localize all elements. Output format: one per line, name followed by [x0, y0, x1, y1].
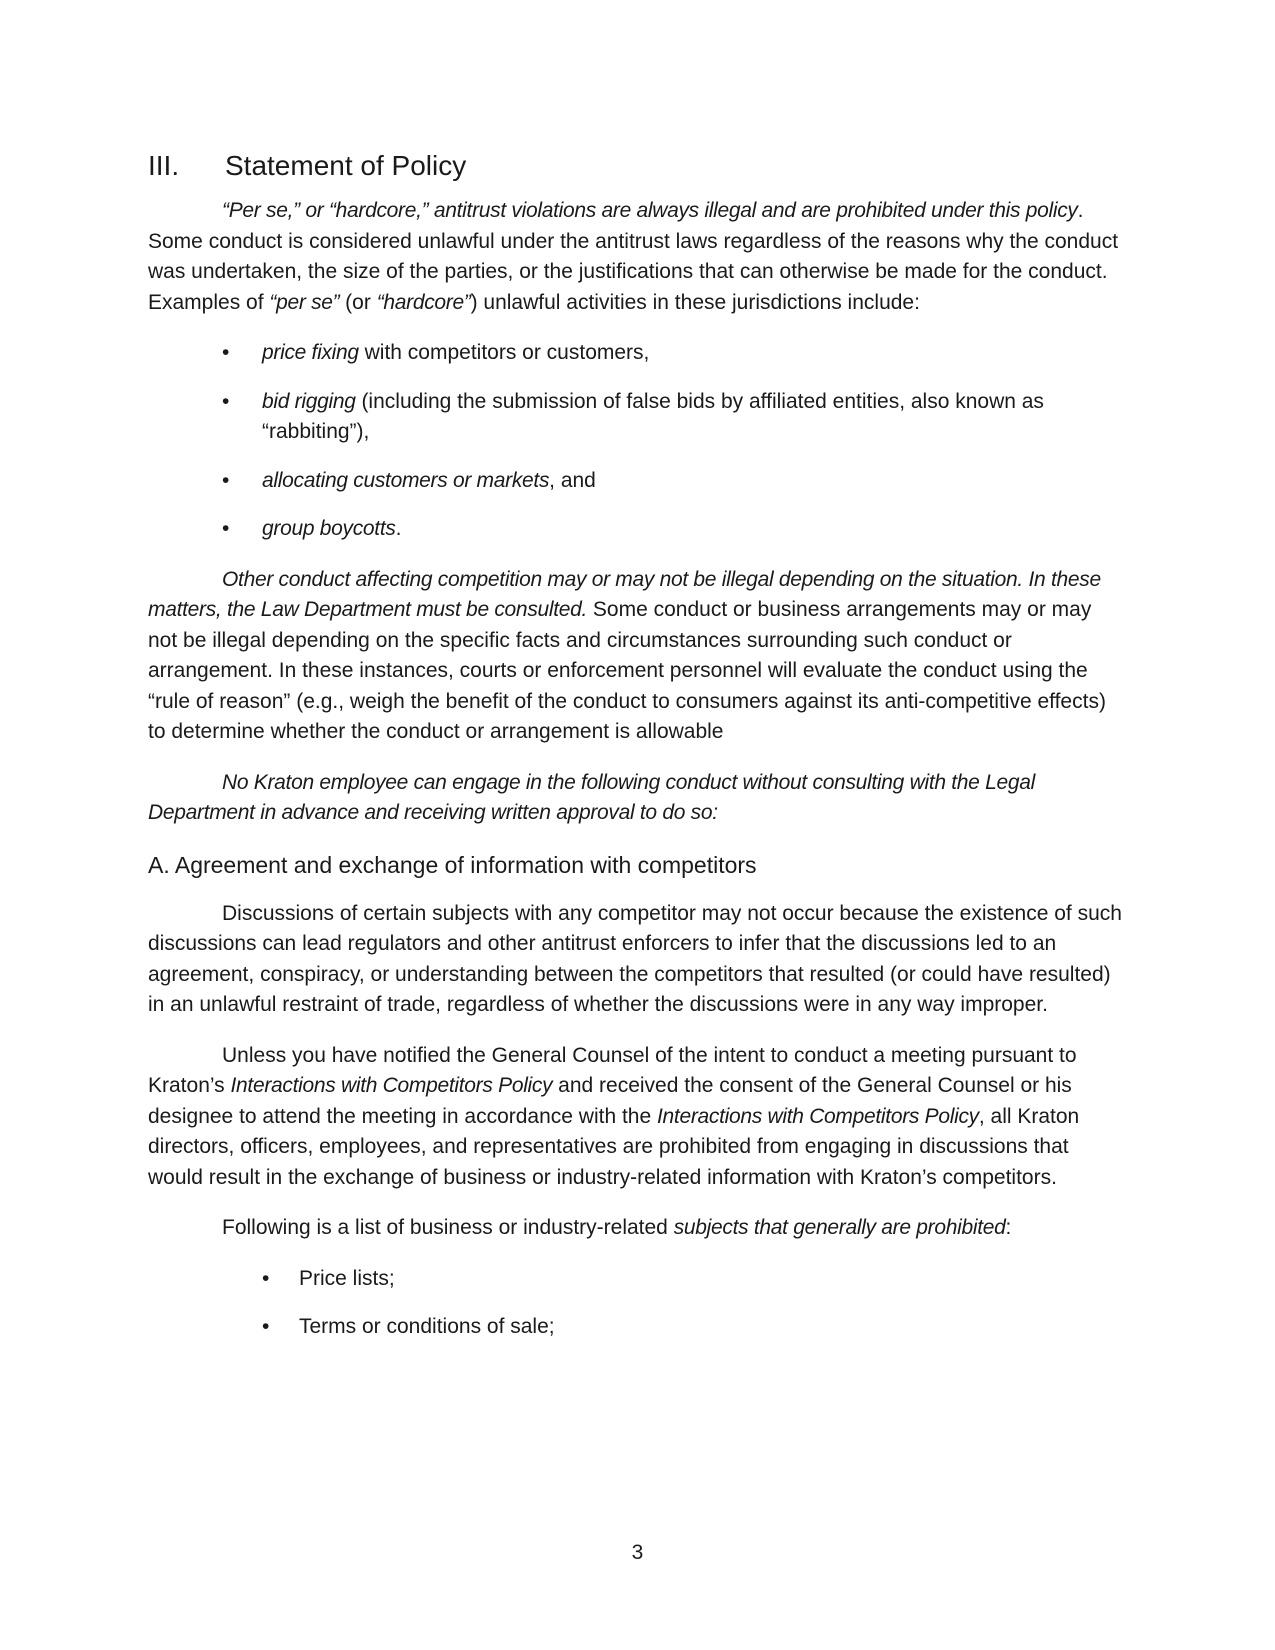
bullet-icon: • [262, 1315, 270, 1338]
per-se-lead: “Per se,” or “hardcore,” antitrust violations are always illegal and are prohibited under this policy [222, 199, 1078, 222]
page-number: 3 [631, 1541, 644, 1564]
bullet-icon: • [222, 341, 230, 364]
paragraph-prohibited-subjects: Following is a list of business or industry-related subjects that generally are prohibited: [222, 1216, 1012, 1239]
list-item: • Price lists; [148, 1264, 1123, 1295]
prohibited-subjects-list [148, 1264, 1123, 1343]
per-se-list [148, 338, 1123, 545]
list-item: • bid rigging (including the submission of false bids by affiliated entities, also known as “rabbiting”), [148, 387, 1123, 448]
list-item: • Terms or conditions of sale; [148, 1312, 1123, 1343]
list-item: • allocating customers or markets, and [148, 466, 1123, 497]
paragraph-approval: No Kraton employee can engage in the following conduct without consulting with the Legal Department in advance and receiving written approval to do so: [148, 770, 1035, 824]
section-title: Statement of Policy [225, 150, 467, 181]
bullet-icon: • [262, 1266, 270, 1290]
section-heading [148, 148, 1123, 184]
paragraph-rule-of-reason: Other conduct affecting competition may or may not be illegal depending on the situation. In these matters, the Law Department must be consulted. Some conduct or business arrangements may or may not be illegal depending on the specific facts and circumstances surrounding such conduct or arrangement. In these instances, courts or enforcement personnel will evaluate the conduct using the “rule of reason” (e.g., weigh the benefit of the conduct to consumers against its anti-competitive effects) to determine whether the conduct or arrangement is allowable [148, 567, 1106, 743]
subsection-heading: A. Agreement and exchange of information with competitors [148, 851, 757, 878]
bullet-icon: • [222, 468, 230, 492]
list-item: • price fixing with competitors or customers, [148, 338, 1123, 369]
section-number: III. [148, 150, 180, 181]
paragraph-discussions: Discussions of certain subjects with any competitor may not occur because the existence of such discussions can lead regulators and other antitrust enforcers to infer that the discussions led to an agreement, conspiracy, or understanding between the competitors that resulted (or could have resulted) in an unlawful restraint of trade, regardless of whether the discussions were in any way improper. [148, 901, 1122, 1016]
bullet-icon: • [222, 389, 230, 413]
paragraph-per-se: “Per se,” or “hardcore,” antitrust violations are always illegal and are prohibited under this policy. Some conduct is considered unlawful under the antitrust laws regardless of the reasons why the conduct was undertaken, the size of the parties, or the justifications that can otherwise be made for the conduct. Examples of “per se” (or “hardcore”) unlawful activities in these jurisdictions include: [148, 199, 1119, 314]
list-item: • group boycotts. [148, 514, 1123, 545]
paragraph-interactions-policy: Unless you have notified the General Counsel of the intent to conduct a meeting pursuant to Kraton’s Interactions with Competitors Policy and received the consent of the General Counsel or his designee to attend the meeting in accordance with the Interactions with Competitors Policy, all Kraton directors, officers, employees, and representatives are prohibited from engaging in discussions that would result in the exchange of business or industry-related information with Kraton’s competitors. [148, 1043, 1080, 1189]
bullet-icon: • [222, 517, 230, 540]
page-content [148, 148, 1123, 1363]
